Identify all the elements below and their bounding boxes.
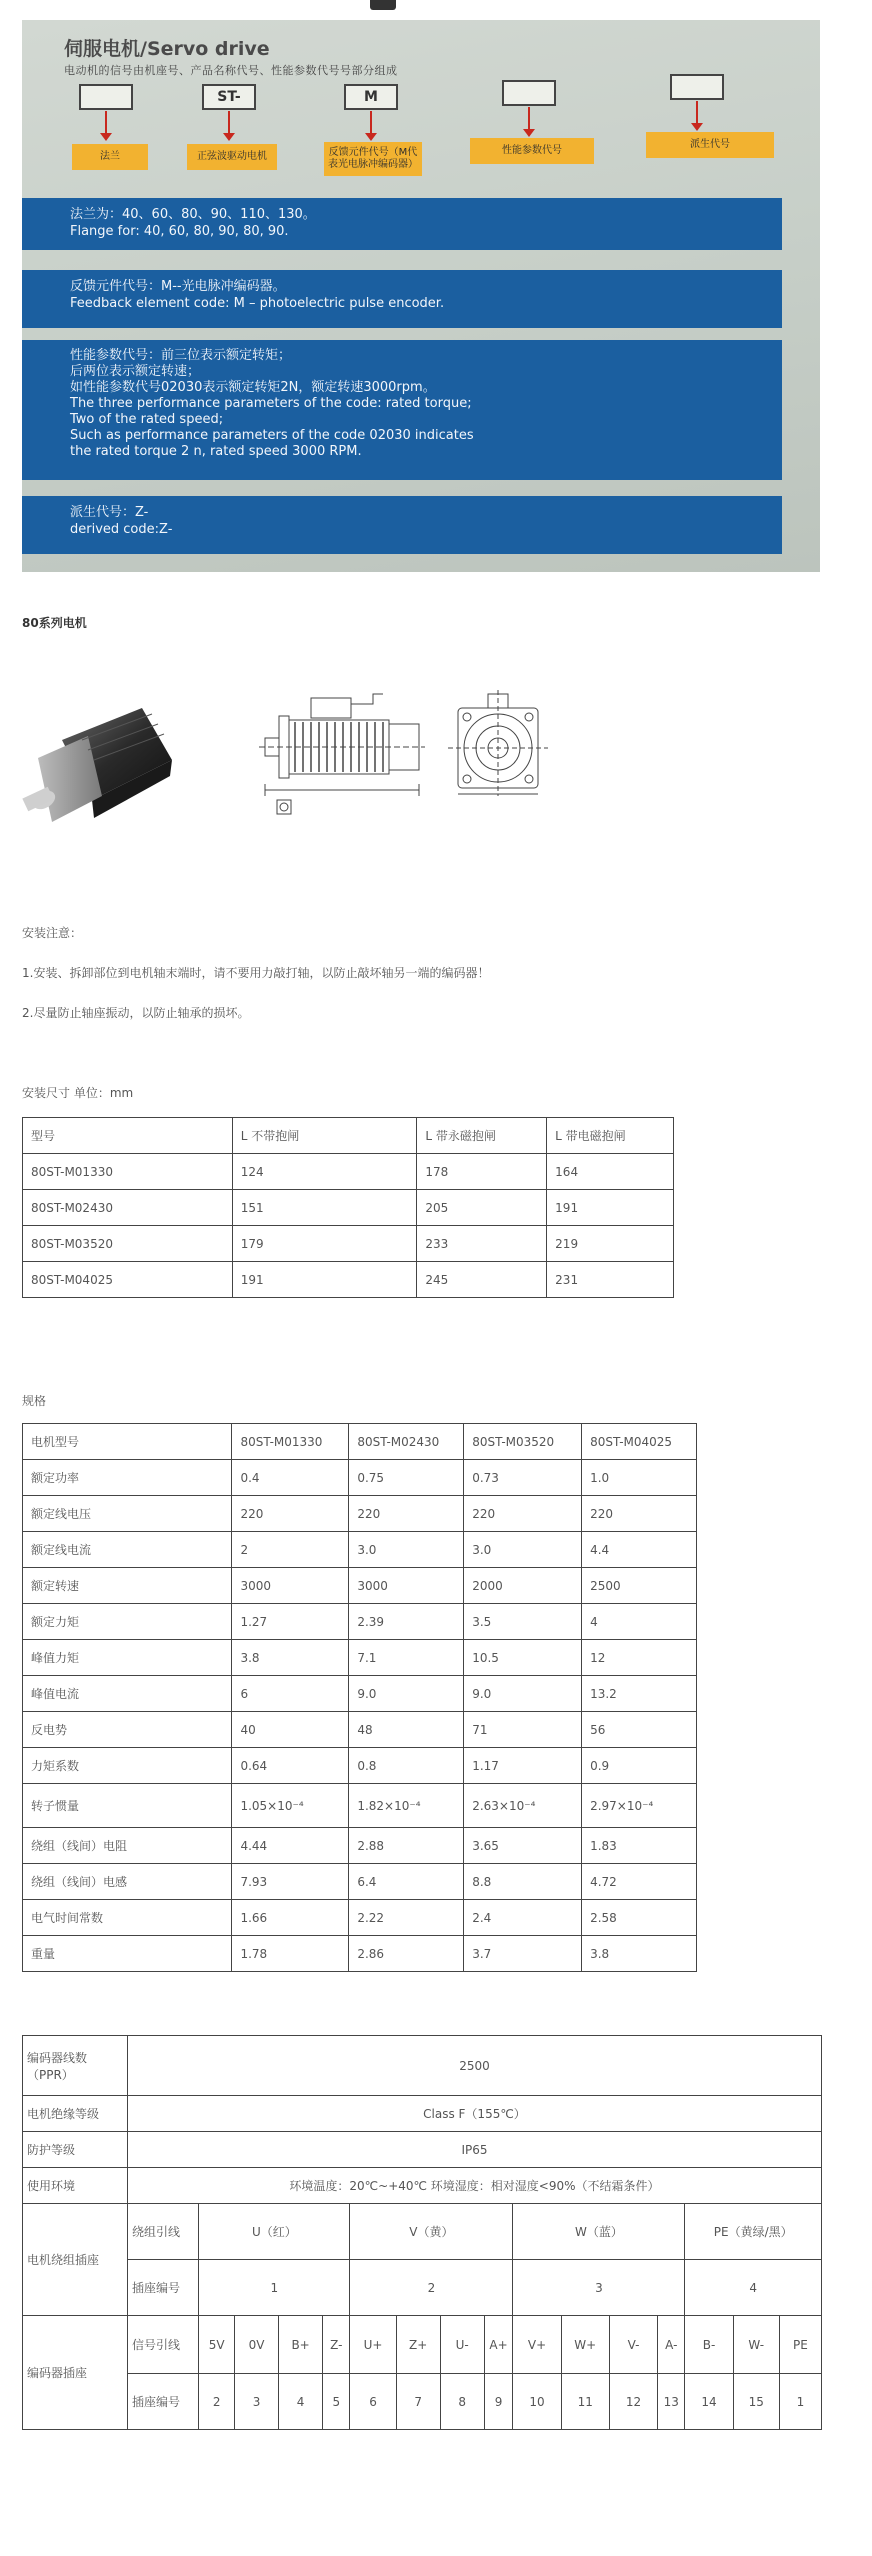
- dims-cell: 151: [232, 1190, 417, 1226]
- code-box-3: M: [344, 84, 398, 110]
- insul-row: [23, 2096, 822, 2132]
- socket-cell: 3: [234, 2374, 278, 2430]
- catalog-subtitle: 电动机的信号由机座号、产品名称代号、性能参数代号号部分组成: [64, 64, 398, 77]
- spec-row: [23, 1936, 697, 1972]
- spec-cell: 3.65: [464, 1828, 582, 1864]
- encoder-label: 编码器插座: [23, 2316, 128, 2430]
- spec-cell: 2500: [582, 1568, 697, 1604]
- spec-cell: 1.66: [232, 1900, 349, 1936]
- spec-cell: 2.97×10⁻⁴: [582, 1784, 697, 1828]
- arrow-1: [105, 111, 107, 137]
- spec-cell: 3.8: [582, 1936, 697, 1972]
- ppr-row: [23, 2036, 822, 2096]
- dims-cell: 178: [417, 1154, 547, 1190]
- spec-cell: 220: [464, 1496, 582, 1532]
- performance-band: [22, 340, 782, 480]
- spec-cell: 额定线电压: [23, 1496, 232, 1532]
- signal-cell: V-: [609, 2316, 657, 2374]
- spec-cell: 0.8: [349, 1748, 464, 1784]
- perf-line-5: Two of the rated speed;: [70, 412, 224, 427]
- spec-cell: 2.4: [464, 1900, 582, 1936]
- signal-cell: PE: [779, 2316, 821, 2374]
- spec-cell: 0.9: [582, 1748, 697, 1784]
- ppr-value: 2500: [127, 2036, 821, 2096]
- spec-row: [23, 1640, 697, 1676]
- perf-line-1: 性能参数代号：前三位表示额定转矩；: [70, 348, 292, 363]
- spec-cell: 1.27: [232, 1604, 349, 1640]
- code-label-2: 正弦波驱动电机: [187, 144, 277, 170]
- dims-cell: 80ST-M01330: [23, 1154, 233, 1190]
- socket-cell: 5: [323, 2374, 350, 2430]
- env-row: [23, 2168, 822, 2204]
- spec-row: [23, 1864, 697, 1900]
- socket-cell: 15: [733, 2374, 779, 2430]
- spec-cell: 48: [349, 1712, 464, 1748]
- code-label-3: 反馈元件代号（M代表光电脉冲编码器）: [324, 142, 422, 176]
- spec-cell: 3.8: [232, 1640, 349, 1676]
- dims-cell: 245: [417, 1262, 547, 1298]
- perf-line-2: 后两位表示额定转速；: [70, 364, 201, 379]
- spec-cell: 1.0: [582, 1460, 697, 1496]
- winding-w: W（蓝）: [513, 2204, 685, 2260]
- dims-title: 安装尺寸 单位：mm: [22, 1086, 134, 1100]
- signal-cell: B+: [279, 2316, 323, 2374]
- spec-header-cell: 80ST-M01330: [232, 1424, 349, 1460]
- winding-u: U（红）: [199, 2204, 350, 2260]
- winding-lead-row: [23, 2204, 822, 2260]
- spec-cell: 4: [582, 1604, 697, 1640]
- spec-title: 规格: [22, 1394, 47, 1408]
- spec-cell: 0.64: [232, 1748, 349, 1784]
- install-note-1: 1.安装、拆卸部位到电机轴末端时，请不要用力敲打轴，以防止敲坏轴另一端的编码器！: [22, 966, 490, 980]
- winding-num: 3: [513, 2260, 685, 2316]
- winding-sub-lead: 绕组引线: [127, 2204, 198, 2260]
- spec-cell: 1.17: [464, 1748, 582, 1784]
- signal-sub: 信号引线: [127, 2316, 198, 2374]
- socket-cell: 2: [199, 2374, 235, 2430]
- insul-value: Class F（155℃）: [127, 2096, 821, 2132]
- spec-cell: 3.0: [464, 1532, 582, 1568]
- winding-num: 4: [685, 2260, 822, 2316]
- spec-cell: 10.5: [464, 1640, 582, 1676]
- signal-cell: V+: [513, 2316, 561, 2374]
- spec-cell: 4.44: [232, 1828, 349, 1864]
- signal-cell: B-: [685, 2316, 733, 2374]
- spec-cell: 0.4: [232, 1460, 349, 1496]
- motor-photo: [22, 700, 182, 840]
- socket-cell: 6: [350, 2374, 396, 2430]
- motor-side-drawing: [255, 680, 445, 825]
- socket-cell: 8: [440, 2374, 484, 2430]
- feedback-band: [22, 270, 782, 328]
- dims-row: [23, 1154, 674, 1190]
- signal-cell: A+: [484, 2316, 513, 2374]
- dims-cell: 191: [547, 1190, 674, 1226]
- dims-cell: 80ST-M02430: [23, 1190, 233, 1226]
- spec-row: [23, 1532, 697, 1568]
- dims-table: [22, 1117, 674, 1298]
- spec-cell: 7.1: [349, 1640, 464, 1676]
- code-box-5: [670, 74, 724, 100]
- spec-cell: 绕组（线间）电感: [23, 1864, 232, 1900]
- spec-cell: 3.7: [464, 1936, 582, 1972]
- spec-cell: 额定转速: [23, 1568, 232, 1604]
- code-box-2: ST-: [202, 84, 256, 110]
- spec-cell: 4.72: [582, 1864, 697, 1900]
- series-title: 80系列电机: [22, 616, 87, 630]
- motor-front-drawing: [448, 690, 558, 800]
- spec-cell: 峰值力矩: [23, 1640, 232, 1676]
- spec-cell: 3.5: [464, 1604, 582, 1640]
- dims-cell: 164: [547, 1154, 674, 1190]
- dims-cell: 80ST-M04025: [23, 1262, 233, 1298]
- dims-cell: 80ST-M03520: [23, 1226, 233, 1262]
- signal-cell: 5V: [199, 2316, 235, 2374]
- spec-row: [23, 1900, 697, 1936]
- top-mark: [370, 0, 396, 10]
- code-box-1: [79, 84, 133, 110]
- winding-socket-row: [23, 2260, 822, 2316]
- winding-sub-socket: 插座编号: [127, 2260, 198, 2316]
- spec-row: [23, 1748, 697, 1784]
- spec-cell: 2.86: [349, 1936, 464, 1972]
- code-box-4: [502, 80, 556, 106]
- spec-row: [23, 1712, 697, 1748]
- derived-band: [22, 496, 782, 554]
- spec-cell: 2.22: [349, 1900, 464, 1936]
- spec-header-cell: 80ST-M02430: [349, 1424, 464, 1460]
- spec-row: [23, 1568, 697, 1604]
- spec-cell: 重量: [23, 1936, 232, 1972]
- dims-header-cell: L 带电磁抱闸: [547, 1118, 674, 1154]
- spec-cell: 7.93: [232, 1864, 349, 1900]
- spec-cell: 额定力矩: [23, 1604, 232, 1640]
- spec-cell: 3.0: [349, 1532, 464, 1568]
- socket-cell: 9: [484, 2374, 513, 2430]
- socket-cell: 14: [685, 2374, 733, 2430]
- spec-header-row: [23, 1424, 697, 1460]
- spec-cell: 1.05×10⁻⁴: [232, 1784, 349, 1828]
- winding-pe: PE（黄绿/黑）: [685, 2204, 822, 2260]
- signal-cell: W+: [561, 2316, 609, 2374]
- dims-row: [23, 1226, 674, 1262]
- arrow-3: [370, 111, 372, 137]
- winding-v: V（黄）: [350, 2204, 513, 2260]
- spec-cell: 峰值电流: [23, 1676, 232, 1712]
- winding-label: 电机绕组插座: [23, 2204, 128, 2316]
- flange-band: [22, 198, 782, 250]
- spec-row: [23, 1828, 697, 1864]
- spec-cell: 0.73: [464, 1460, 582, 1496]
- signal-cell: Z-: [323, 2316, 350, 2374]
- perf-line-7: the rated torque 2 n, rated speed 3000 RPM.: [70, 444, 362, 459]
- encoder-table: [22, 2035, 822, 2430]
- spec-row: [23, 1496, 697, 1532]
- socket-cell: 13: [658, 2374, 685, 2430]
- dims-cell: 219: [547, 1226, 674, 1262]
- spec-cell: 0.75: [349, 1460, 464, 1496]
- catalog-title: 伺服电机/Servo drive: [64, 38, 270, 60]
- spec-cell: 2000: [464, 1568, 582, 1604]
- spec-cell: 9.0: [464, 1676, 582, 1712]
- spec-cell: 4.4: [582, 1532, 697, 1568]
- protect-value: IP65: [127, 2132, 821, 2168]
- dims-cell: 231: [547, 1262, 674, 1298]
- spec-cell: 电气时间常数: [23, 1900, 232, 1936]
- spec-header-cell: 电机型号: [23, 1424, 232, 1460]
- spec-cell: 转子惯量: [23, 1784, 232, 1828]
- spec-cell: 6.4: [349, 1864, 464, 1900]
- arrow-5: [696, 101, 698, 127]
- flange-cn: 法兰为：40、60、80、90、110、130。: [70, 207, 316, 222]
- catalog-photo: [22, 20, 820, 572]
- spec-cell: 8.8: [464, 1864, 582, 1900]
- winding-num: 2: [350, 2260, 513, 2316]
- signal-cell: W-: [733, 2316, 779, 2374]
- arrow-4: [528, 107, 530, 133]
- dims-cell: 179: [232, 1226, 417, 1262]
- spec-row: [23, 1460, 697, 1496]
- spec-cell: 220: [349, 1496, 464, 1532]
- spec-cell: 220: [232, 1496, 349, 1532]
- winding-num: 1: [199, 2260, 350, 2316]
- spec-row: [23, 1784, 697, 1828]
- spec-header-cell: 80ST-M04025: [582, 1424, 697, 1460]
- perf-line-3: 如性能参数代号02030表示额定转矩2N，额定转速3000rpm。: [70, 380, 436, 395]
- spec-table: [22, 1423, 697, 1972]
- spec-cell: 1.83: [582, 1828, 697, 1864]
- spec-cell: 13.2: [582, 1676, 697, 1712]
- code-label-5: 派生代号: [646, 132, 774, 158]
- spec-cell: 9.0: [349, 1676, 464, 1712]
- dims-header-cell: L 带永磁抱闸: [417, 1118, 547, 1154]
- spec-cell: 2: [232, 1532, 349, 1568]
- dims-cell: 191: [232, 1262, 417, 1298]
- signal-cell: 0V: [234, 2316, 278, 2374]
- derived-en: derived code:Z-: [70, 522, 173, 537]
- spec-cell: 绕组（线间）电阻: [23, 1828, 232, 1864]
- spec-cell: 2.39: [349, 1604, 464, 1640]
- socket-row: [23, 2374, 822, 2430]
- spec-cell: 40: [232, 1712, 349, 1748]
- signal-cell: A-: [658, 2316, 685, 2374]
- dims-header-cell: L 不带抱闸: [232, 1118, 417, 1154]
- signal-cell: Z+: [396, 2316, 440, 2374]
- code-label-1: 法兰: [72, 144, 148, 170]
- spec-cell: 1.78: [232, 1936, 349, 1972]
- spec-row: [23, 1676, 697, 1712]
- dims-cell: 233: [417, 1226, 547, 1262]
- spec-cell: 2.63×10⁻⁴: [464, 1784, 582, 1828]
- signal-cell: U-: [440, 2316, 484, 2374]
- insul-label: 电机绝缘等级: [23, 2096, 128, 2132]
- feedback-cn: 反馈元件代号：M--光电脉冲编码器。: [70, 279, 286, 294]
- spec-cell: 220: [582, 1496, 697, 1532]
- dims-header-cell: 型号: [23, 1118, 233, 1154]
- spec-cell: 56: [582, 1712, 697, 1748]
- socket-sub: 插座编号: [127, 2374, 198, 2430]
- spec-cell: 额定功率: [23, 1460, 232, 1496]
- socket-cell: 7: [396, 2374, 440, 2430]
- spec-header-cell: 80ST-M03520: [464, 1424, 582, 1460]
- code-label-4: 性能参数代号: [470, 138, 594, 164]
- socket-cell: 4: [279, 2374, 323, 2430]
- dims-row: [23, 1190, 674, 1226]
- spec-cell: 力矩系数: [23, 1748, 232, 1784]
- ppr-label: 编码器线数（PPR）: [23, 2036, 128, 2096]
- env-label: 使用环境: [23, 2168, 128, 2204]
- flange-en: Flange for: 40, 60, 80, 90, 80, 90.: [70, 224, 289, 239]
- perf-line-4: The three performance parameters of the code: rated torque;: [70, 396, 472, 411]
- spec-cell: 3000: [232, 1568, 349, 1604]
- feedback-en: Feedback element code: M – photoelectric pulse encoder.: [70, 296, 445, 311]
- install-note-2: 2.尽量防止轴座振动，以防止轴承的损坏。: [22, 1006, 250, 1020]
- socket-cell: 12: [609, 2374, 657, 2430]
- protect-label: 防护等级: [23, 2132, 128, 2168]
- perf-line-6: Such as performance parameters of the code 02030 indicates: [70, 428, 474, 443]
- signal-cell: U+: [350, 2316, 396, 2374]
- socket-cell: 1: [779, 2374, 821, 2430]
- spec-cell: 2.58: [582, 1900, 697, 1936]
- socket-cell: 11: [561, 2374, 609, 2430]
- spec-cell: 3000: [349, 1568, 464, 1604]
- spec-cell: 71: [464, 1712, 582, 1748]
- spec-cell: 12: [582, 1640, 697, 1676]
- spec-cell: 1.82×10⁻⁴: [349, 1784, 464, 1828]
- dims-cell: 205: [417, 1190, 547, 1226]
- protect-row: [23, 2132, 822, 2168]
- spec-cell: 2.88: [349, 1828, 464, 1864]
- arrow-2: [228, 111, 230, 137]
- install-notes-title: 安装注意：: [22, 926, 83, 940]
- dims-cell: 124: [232, 1154, 417, 1190]
- spec-cell: 反电势: [23, 1712, 232, 1748]
- derived-cn: 派生代号：Z-: [70, 505, 149, 520]
- dims-header-row: [23, 1118, 674, 1154]
- socket-cell: 10: [513, 2374, 561, 2430]
- spec-cell: 6: [232, 1676, 349, 1712]
- dims-row: [23, 1262, 674, 1298]
- env-value: 环境温度：20℃~+40℃ 环境湿度：相对湿度<90%（不结霜条件）: [127, 2168, 821, 2204]
- spec-row: [23, 1604, 697, 1640]
- signal-row: [23, 2316, 822, 2374]
- spec-cell: 额定线电流: [23, 1532, 232, 1568]
